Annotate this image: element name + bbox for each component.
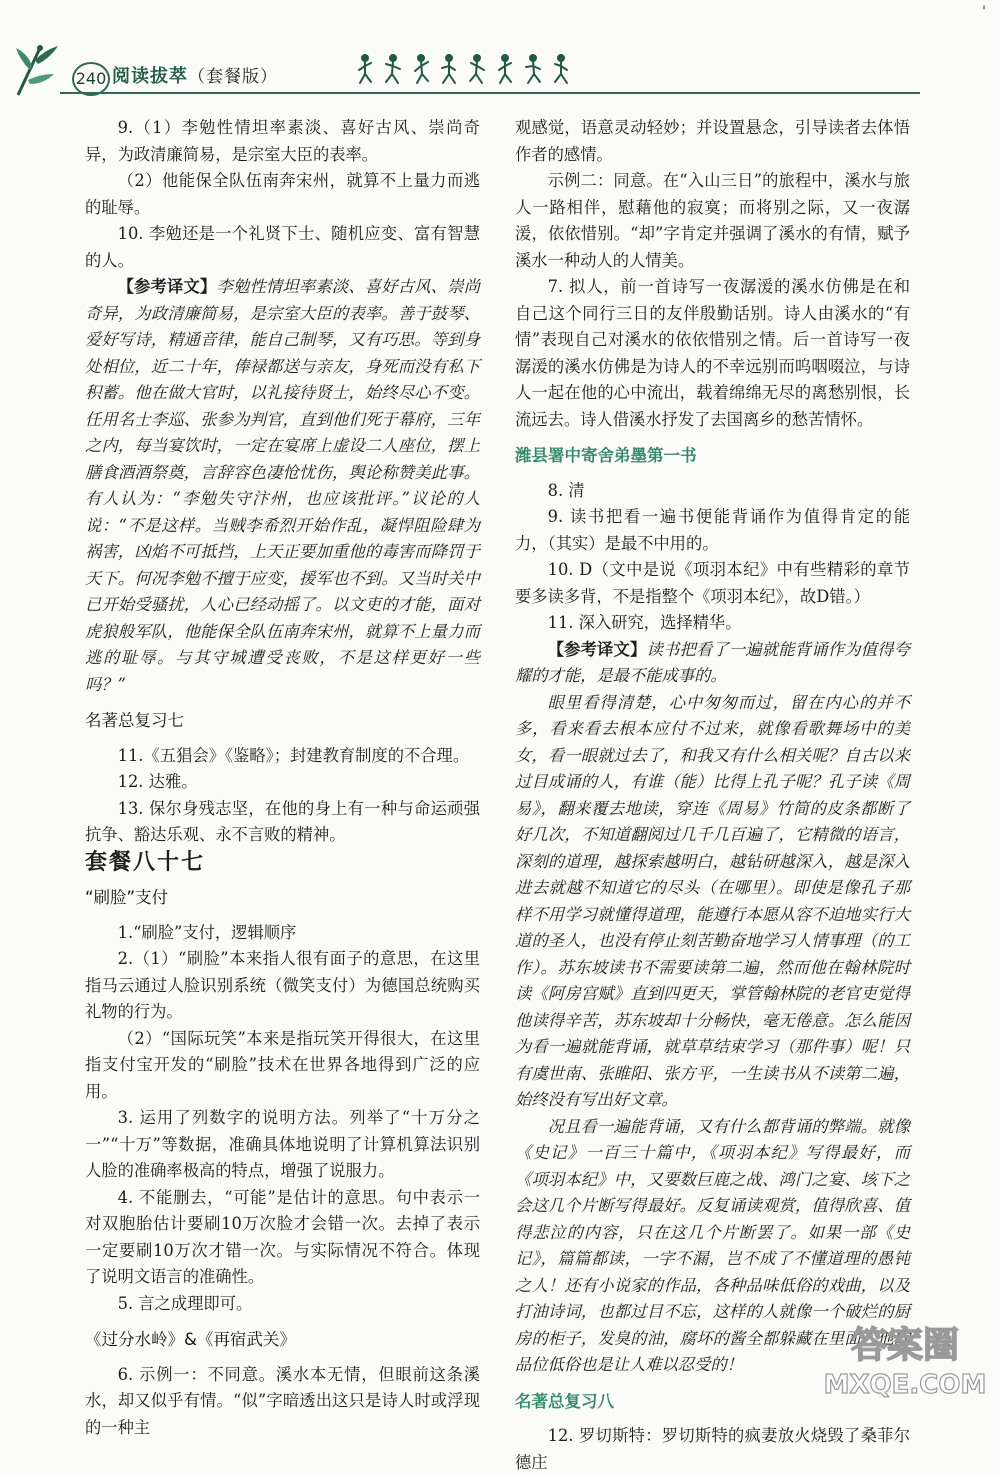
watermark-logo (820, 1315, 990, 1405)
header-rule (60, 92, 920, 94)
left-column (85, 115, 480, 1441)
answer-10: 10. 李勉还是一个礼贤下士、随机应变、富有智慧的人。 (85, 224, 480, 270)
runners-decoration-icon (355, 50, 585, 90)
answer-s6-continued: 观感觉，语意灵动轻妙；并设置悬念，引导读者去体悟作者的感情。 (515, 118, 910, 164)
answer-r10: 10. D（文中是说《项羽本纪》中有些精彩的章节要多读多背，不是指整个《项羽本纪》，故D错。） (515, 560, 910, 606)
series-title (112, 62, 278, 88)
reference-translation-text: 李勉性情坦率素淡、喜好古风、崇尚奇异，为政清廉简易，是宗室大臣的表率。善于鼓琴、爱好写诗，精通音律，能自己制琴，又有巧思。等到身处相位，近二十年，俸禄都送与亲友，身死而没有私下积蓄。他在做大官时，以礼接待贤士，始终尽心不变。任用名士李巡、张参为判官，直到他们死于幕府，三年之内，每当宴饮时，一定在宴席上虚设二人座位，摆上膳食酒酒祭奠，言辞容色凄怆忧伤，舆论称赞美此事。有人认为：“李勉失守汴州，也应该批评。”议论的人说：“不是这样。当贼李希烈开始作乱，凝悍阻险肆为祸害，凶焰不可抵挡，上天正要加重他的毒害而降罚于天下。何况李勉不擅于应变，援军也不到。又当时关中已开始受骚扰，人心已经动摇了。以文吏的才能，面对虎狼般军队，他能保全队伍南奔宋州，就算不上量力而逃的耻辱。与其守城遭受丧败，不是这样更好一些吗？” (85, 277, 480, 694)
watermark-line-1: 答案圈 (850, 1325, 960, 1366)
answer-9-2: （2）他能保全队伍南奔宋州，就算不上量力而逃的耻辱。 (85, 171, 480, 217)
letter-translation-label: 【参考译文】 (547, 639, 647, 659)
answer-12: 12. 达雅。 (117, 772, 198, 791)
answer-13: 13. 保尔身残志坚，在他的身上有一种与命运顽强抗争、豁达乐观、永不言败的精神。 (85, 798, 480, 844)
right-column (515, 115, 910, 1476)
section-heading-poems: 《过分水岭》&《再宿武关》 (85, 1330, 296, 1349)
letter-translation-p1: 读书把看了一遍就能背诵作为值得夸耀的才能，是最不能成事的。 (515, 639, 910, 685)
watermark-line-2: MXQE.COM (823, 1370, 987, 1400)
letter-translation-p3: 况且看一遍能背诵，又有什么都背诵的弊端。就像《史记》一百三十篇中，《项羽本纪》写得最好，而《项羽本纪》中，又要数巨鹿之战、鸿门之宴、垓下之会这几个片断写得最好。反复诵读观赏，值得欣喜、值得悲泣的内容，只在这几个片断罢了。如果一部《史记》，篇篇都读，一字不漏，岂不成了不懂道理的愚钝之人！还有小说家的作品，各种品味低俗的戏曲，以及打油诗词，也都过目不忘，这样的人就像一个破烂的厨房的柜子，发臭的油，腐坏的酱全都躲藏在里面，他的品位低俗也是让人难以忍受的！ (515, 1116, 910, 1374)
answer-9-1: 9.（1）李勉性情坦率素淡、喜好古风、崇尚奇异，为政清廉简易，是宗室大臣的表率。 (85, 118, 480, 164)
corner-mark: ' (982, 4, 986, 20)
edition-label: （套餐版） (188, 67, 278, 87)
page-number: 240 (72, 62, 110, 96)
page-header (0, 0, 1000, 110)
answer-r12: 12. 罗切斯特：罗切斯特的疯妻放火烧毁了桑菲尔德庄 (515, 1426, 910, 1472)
answer-11: 11.《五猖会》《鉴略》；封建教育制度的不合理。 (117, 745, 470, 765)
answer-r9: 9. 读书把看一遍书便能背诵作为值得肯定的能力，（其实）是最不中用的。 (515, 507, 910, 553)
answer-s3: 3. 运用了列数字的说明方法。列举了“十万分之一”“十万”等数据，准确具体地说明了计算机算法识别人脸的准确率极高的特点，增强了说服力。 (85, 1108, 480, 1180)
answer-r8: 8. 清 (547, 480, 585, 500)
answer-s1: 1.“刷脸”支付，逻辑顺序 (117, 922, 297, 942)
section-heading-letter: 潍县署中寄舍弟墨第一书 (515, 446, 697, 465)
answer-s6: 6. 示例一：不同意。溪水本无情，但眼前这条溪水，却又似乎有情。“似”字暗透出这只是诗人时或浮现的一种主 (85, 1364, 480, 1437)
answer-s4: 4. 不能删去，“可能”是估计的意思。句中表示一对双胞胎估计要刷10万次脸才会错一次。去掉了表示一定要刷10万次才错一次。与实际情况不符合。体现了说明文语言的准确性。 (85, 1187, 480, 1286)
section-heading-mingzhu-7: 名著总复习七 (85, 711, 184, 730)
unit-title: 套餐八十七 (85, 848, 206, 875)
answer-s2-1: 2.（1）“刷脸”本来指人很有面子的意思，在这里指马云通过人脸识别系统（微笑支付）为德国总统购买礼物的行为。 (85, 949, 480, 1021)
answer-r11: 11. 深入研究，选择精华。 (547, 613, 742, 632)
section-heading-shualian: “刷脸”支付 (85, 888, 169, 907)
letter-translation-p2: 眼里看得清楚，心中匆匆而过，留在内心的并不多，看来看去根本应付不过来，就像看歌舞场中的美女，看一眼就过去了，和我又有什么相关呢？自古以来过目成诵的人，有谁（能）比得上孔子呢？孔子读《周易》，翻来覆去地读，穿连《周易》竹简的皮条都断了好几次，不知道翻阅过几千几百遍了，它精微的语言，深刻的道理，越探索越明白，越钻研越深入，越是深入进去就越不知道它的尽头（在哪里）。即使是像孔子那样不用学习就懂得道理，能遵行本愿从容不迫地实行大道的圣人，也没有停止刻苦勤奋地学习人情事理（的工作）。苏东坡读书不需要读第二遍，然而他在翰林院时读《阿房宫赋》直到四更天，掌管翰林院的老官吏觉得他读得辛苦，苏东坡却十分畅快，毫无倦意。怎么能因为看一遍就能背诵，就草草结束学习（那件事）呢！只有虞世南、张睢阳、张方平，一生读书从不读第二遍，始终没有写出好文章。 (515, 692, 910, 1109)
reference-translation-label: 【参考译文】 (117, 277, 217, 296)
answer-s5: 5. 言之成理即可。 (117, 1293, 253, 1313)
answer-s2-2: （2）“国际玩笑”本来是指玩笑开得很大，在这里指支付宝开发的“刷脸”技术在世界各地得到广泛的应用。 (85, 1028, 480, 1101)
series-name: 阅读拔萃 (112, 66, 188, 87)
answer-s7: 7. 拟人，前一首诗写一夜潺湲的溪水仿佛是在和自己这个同行三日的友伴殷勤话别。诗人由溪水的“有情”表现自己对溪水的依依惜别之情。后一首诗写一夜潺湲的溪水仿佛是为诗人的不幸远别而呜咽啜泣，与诗人一起在他的心中流出，载着绵绵无尽的离愁别恨，长流远去。诗人借溪水抒发了去国离乡的愁苦情怀。 (515, 277, 910, 429)
section-heading-mingzhu-8: 名著总复习八 (515, 1391, 614, 1411)
letter-translation-intro (515, 637, 910, 690)
leaf-logo-icon (10, 40, 80, 100)
reference-translation (85, 274, 480, 698)
answer-s6-example-2: 示例二：同意。在“入山三日”的旅程中，溪水与旅人一路相伴，慰藉他的寂寞；而将别之际，又一夜潺湲，依依惜别。“却”字肯定并强调了溪水的有情，赋予溪水一种动人的人情美。 (515, 171, 910, 270)
